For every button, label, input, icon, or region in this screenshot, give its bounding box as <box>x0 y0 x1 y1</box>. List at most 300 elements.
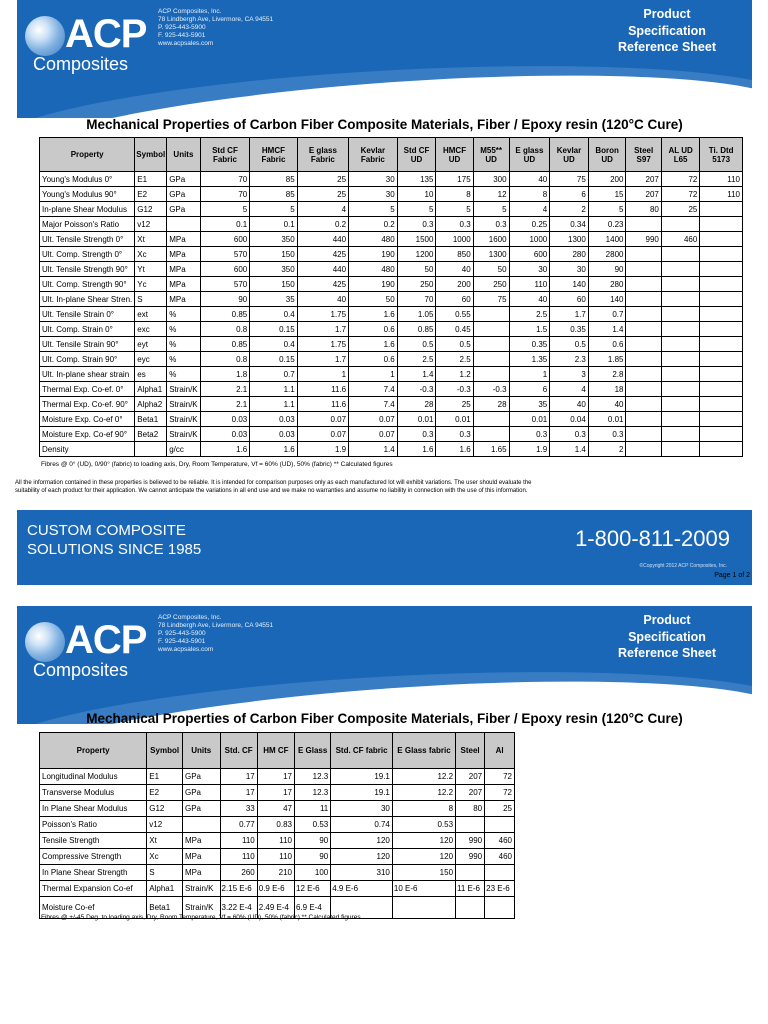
value-cell: 4 <box>297 202 348 217</box>
value-cell: 18 <box>588 382 626 397</box>
value-cell: 85 <box>250 187 297 202</box>
value-cell: E1 <box>147 769 183 785</box>
value-cell: % <box>167 352 200 367</box>
value-cell: 0.6 <box>349 322 398 337</box>
value-cell: Strain/K <box>167 397 200 412</box>
page-1-header <box>17 0 752 118</box>
value-cell: 12 E-6 <box>295 881 331 897</box>
table-row <box>40 397 743 412</box>
value-cell: 12.2 <box>392 769 455 785</box>
value-cell: 0.7 <box>588 307 626 322</box>
value-cell: Xt <box>135 232 167 247</box>
value-cell: 0.03 <box>250 412 297 427</box>
value-cell <box>626 382 661 397</box>
value-cell: MPa <box>167 262 200 277</box>
value-cell: 110 <box>220 849 257 865</box>
value-cell: 460 <box>661 232 699 247</box>
value-cell <box>700 292 743 307</box>
value-cell: 0.03 <box>200 427 250 442</box>
value-cell: 2.5 <box>436 352 473 367</box>
property-cell: Ult. Comp. Strength 0° <box>40 247 135 262</box>
property-cell: Ult. In-plane shear strain <box>40 367 135 382</box>
properties-table-1 <box>39 137 743 457</box>
column-header: Kevlar UD <box>550 138 589 172</box>
table-row <box>40 769 515 785</box>
value-cell: Strain/K <box>167 382 200 397</box>
value-cell <box>485 865 515 881</box>
value-cell: 0.3 <box>397 217 436 232</box>
value-cell <box>700 367 743 382</box>
value-cell: MPa <box>167 277 200 292</box>
logo-composites-text: Composites <box>33 54 129 74</box>
value-cell: 0.5 <box>436 337 473 352</box>
value-cell: 0.35 <box>550 322 589 337</box>
value-cell: 0.7 <box>250 367 297 382</box>
column-header: HMCF UD <box>436 138 473 172</box>
value-cell <box>700 322 743 337</box>
table-row <box>40 322 743 337</box>
value-cell: 175 <box>436 172 473 187</box>
value-cell: 190 <box>349 277 398 292</box>
value-cell: 35 <box>250 292 297 307</box>
value-cell: 0.15 <box>250 322 297 337</box>
value-cell: GPa <box>167 172 200 187</box>
property-cell: Thermal Exp. Co-ef. 0° <box>40 382 135 397</box>
property-cell: Longitudinal Modulus <box>40 769 147 785</box>
page-2 <box>17 606 752 1024</box>
value-cell <box>661 247 699 262</box>
value-cell: 0.45 <box>436 322 473 337</box>
value-cell: 600 <box>200 262 250 277</box>
column-header: E glass Fabric <box>297 138 348 172</box>
column-header: E glass UD <box>509 138 550 172</box>
value-cell: 150 <box>250 277 297 292</box>
value-cell <box>626 427 661 442</box>
value-cell: 460 <box>485 849 515 865</box>
value-cell: 1.05 <box>397 307 436 322</box>
value-cell <box>700 202 743 217</box>
logo-acp-text: ACP <box>65 618 147 662</box>
value-cell: 150 <box>250 247 297 262</box>
column-header: Units <box>167 138 200 172</box>
value-cell: Xc <box>135 247 167 262</box>
property-cell: Major Poisson's Ratio <box>40 217 135 232</box>
value-cell <box>626 307 661 322</box>
value-cell: 0.3 <box>550 427 589 442</box>
value-cell <box>626 352 661 367</box>
property-cell: Moisture Exp. Co-ef 0° <box>40 412 135 427</box>
value-cell: 6 <box>550 187 589 202</box>
value-cell: 5 <box>200 202 250 217</box>
table-row <box>40 337 743 352</box>
value-cell: Alpha1 <box>135 382 167 397</box>
value-cell: 0.77 <box>220 817 257 833</box>
page-1-title: Mechanical Properties of Carbon Fiber Composite Materials, Fiber / Epoxy resin (120°C Cure) <box>86 117 683 132</box>
value-cell: 0.6 <box>349 352 398 367</box>
value-cell: E1 <box>135 172 167 187</box>
value-cell: 0.25 <box>509 217 550 232</box>
value-cell: 30 <box>349 187 398 202</box>
value-cell: 0.07 <box>349 427 398 442</box>
disclaimer-text: All the information contained in these properties is believed to be reliable. It is intended for comparison purposes only as each manufactured lot will exhibit variations. The user should evaluate the suitability of each product for their application. We cannot anticipate the variations in all end use and we make no warranties and assume no liability in connection with the use of this information. <box>15 480 532 494</box>
value-cell: v12 <box>135 217 167 232</box>
value-cell: 1.9 <box>509 442 550 457</box>
value-cell: 0.83 <box>257 817 294 833</box>
value-cell: eyc <box>135 352 167 367</box>
value-cell: 1.6 <box>397 442 436 457</box>
table-row <box>40 865 515 881</box>
value-cell: 990 <box>456 849 485 865</box>
value-cell: 25 <box>485 801 515 817</box>
value-cell: 0.15 <box>250 352 297 367</box>
value-cell: 1 <box>509 367 550 382</box>
value-cell: 1.65 <box>473 442 509 457</box>
value-cell: -0.3 <box>397 382 436 397</box>
value-cell: 1.6 <box>436 442 473 457</box>
value-cell: S <box>135 292 167 307</box>
value-cell: Strain/K <box>167 427 200 442</box>
value-cell: 0.07 <box>297 412 348 427</box>
properties-table-2 <box>39 732 515 919</box>
value-cell: 207 <box>456 785 485 801</box>
value-cell: 850 <box>436 247 473 262</box>
value-cell: 15 <box>588 187 626 202</box>
value-cell: 4.9 E-6 <box>331 881 393 897</box>
value-cell <box>661 412 699 427</box>
value-cell: 60 <box>550 292 589 307</box>
value-cell <box>456 897 485 919</box>
table-row <box>40 262 743 277</box>
value-cell: Yc <box>135 277 167 292</box>
value-cell: 1500 <box>397 232 436 247</box>
value-cell: 250 <box>473 277 509 292</box>
value-cell: 17 <box>220 769 257 785</box>
value-cell: 1.85 <box>588 352 626 367</box>
value-cell: 0.07 <box>349 412 398 427</box>
value-cell <box>661 337 699 352</box>
value-cell <box>626 262 661 277</box>
value-cell: 135 <box>397 172 436 187</box>
copyright-text: ©Copyright 2012 ACP Composites, Inc. <box>639 563 727 569</box>
property-cell: Ult. Comp. Strain 0° <box>40 322 135 337</box>
value-cell: 120 <box>331 849 393 865</box>
table-row <box>40 217 743 232</box>
table-row <box>40 367 743 382</box>
value-cell: 90 <box>295 833 331 849</box>
value-cell: 0.03 <box>200 412 250 427</box>
value-cell: 0.3 <box>436 217 473 232</box>
value-cell: 30 <box>331 801 393 817</box>
value-cell: 30 <box>349 172 398 187</box>
value-cell: 207 <box>626 172 661 187</box>
value-cell: 40 <box>550 397 589 412</box>
value-cell: 1.75 <box>297 337 348 352</box>
value-cell: 0.9 E-6 <box>257 881 294 897</box>
property-cell: In Plane Shear Strength <box>40 865 147 881</box>
value-cell <box>661 397 699 412</box>
value-cell: 200 <box>436 277 473 292</box>
value-cell: 60 <box>436 292 473 307</box>
property-cell: Ult. Tensile Strain 0° <box>40 307 135 322</box>
value-cell <box>700 217 743 232</box>
value-cell: 2 <box>550 202 589 217</box>
sheet-title: Product Specification Reference Sheet <box>618 7 716 54</box>
value-cell: 12 <box>473 187 509 202</box>
value-cell: 1.4 <box>349 442 398 457</box>
column-header: AL UD L65 <box>661 138 699 172</box>
value-cell: 0.03 <box>250 427 297 442</box>
value-cell: 25 <box>297 172 348 187</box>
property-cell: Ult. In-plane Shear Stren. <box>40 292 135 307</box>
value-cell: 75 <box>550 172 589 187</box>
value-cell: 5 <box>349 202 398 217</box>
page-number: Page 1 of 2 <box>714 572 750 579</box>
value-cell: 280 <box>588 277 626 292</box>
column-header: Ti. Dtd 5173 <box>700 138 743 172</box>
value-cell: 4 <box>509 202 550 217</box>
value-cell <box>700 352 743 367</box>
property-cell: Poisson's Ratio <box>40 817 147 833</box>
value-cell <box>473 322 509 337</box>
value-cell: 40 <box>297 292 348 307</box>
value-cell: 2.3 <box>550 352 589 367</box>
table-row <box>40 801 515 817</box>
property-cell: Ult. Comp. Strain 90° <box>40 352 135 367</box>
value-cell <box>626 412 661 427</box>
value-cell: 350 <box>250 262 297 277</box>
value-cell: Xc <box>147 849 183 865</box>
value-cell: 19.1 <box>331 769 393 785</box>
value-cell: 1.6 <box>200 442 250 457</box>
value-cell: 80 <box>456 801 485 817</box>
value-cell <box>661 442 699 457</box>
value-cell: 0.23 <box>588 217 626 232</box>
value-cell <box>700 442 743 457</box>
value-cell: 0.01 <box>436 412 473 427</box>
value-cell: 250 <box>397 277 436 292</box>
value-cell: 25 <box>297 187 348 202</box>
column-header: E Glass fabric <box>392 733 455 769</box>
value-cell: 11 <box>295 801 331 817</box>
value-cell: 0.04 <box>550 412 589 427</box>
value-cell: exc <box>135 322 167 337</box>
value-cell <box>626 442 661 457</box>
value-cell: % <box>167 337 200 352</box>
value-cell <box>661 292 699 307</box>
logo-composites-text: Composites <box>33 660 129 680</box>
value-cell: 1.5 <box>509 322 550 337</box>
value-cell: E2 <box>135 187 167 202</box>
value-cell: ext <box>135 307 167 322</box>
table-row <box>40 172 743 187</box>
logo-acp-text: ACP <box>65 12 147 56</box>
value-cell: 2.15 E-6 <box>220 881 257 897</box>
value-cell: 0.1 <box>200 217 250 232</box>
value-cell: Strain/K <box>167 412 200 427</box>
contact-banner <box>17 510 752 585</box>
table-row <box>40 427 743 442</box>
value-cell <box>661 427 699 442</box>
value-cell: 90 <box>588 262 626 277</box>
value-cell: 72 <box>485 769 515 785</box>
page-2-header <box>17 606 752 724</box>
value-cell: 1.75 <box>297 307 348 322</box>
property-cell: Tensile Strength <box>40 833 147 849</box>
value-cell: 110 <box>509 277 550 292</box>
globe-icon <box>25 16 65 56</box>
value-cell: 1.4 <box>550 442 589 457</box>
table-row <box>40 307 743 322</box>
value-cell: E2 <box>147 785 183 801</box>
column-header: Symbol <box>135 138 167 172</box>
value-cell: 260 <box>220 865 257 881</box>
value-cell: 350 <box>250 232 297 247</box>
value-cell: -0.3 <box>473 382 509 397</box>
value-cell: MPa <box>183 849 221 865</box>
value-cell: 600 <box>509 247 550 262</box>
table-row <box>40 833 515 849</box>
value-cell: 10 E-6 <box>392 881 455 897</box>
table-row <box>40 881 515 897</box>
value-cell: % <box>167 307 200 322</box>
value-cell <box>473 412 509 427</box>
value-cell <box>661 277 699 292</box>
value-cell: 50 <box>397 262 436 277</box>
value-cell: GPa <box>183 785 221 801</box>
value-cell: 0.01 <box>509 412 550 427</box>
value-cell: 207 <box>626 187 661 202</box>
value-cell: 0.8 <box>200 322 250 337</box>
value-cell: 0.74 <box>331 817 393 833</box>
value-cell: 50 <box>473 262 509 277</box>
value-cell: 0.5 <box>550 337 589 352</box>
value-cell: 12.2 <box>392 785 455 801</box>
value-cell: 600 <box>200 232 250 247</box>
value-cell: 120 <box>331 833 393 849</box>
property-cell: Compressive Strength <box>40 849 147 865</box>
value-cell: 23 E-6 <box>485 881 515 897</box>
value-cell <box>700 232 743 247</box>
property-cell: In Plane Shear Modulus <box>40 801 147 817</box>
value-cell: 90 <box>295 849 331 865</box>
value-cell: 140 <box>550 277 589 292</box>
value-cell: 1.7 <box>550 307 589 322</box>
value-cell: 25 <box>436 397 473 412</box>
table-row <box>40 352 743 367</box>
value-cell: 72 <box>661 172 699 187</box>
value-cell: Strain/K <box>183 881 221 897</box>
column-header: E Glass <box>295 733 331 769</box>
value-cell <box>485 817 515 833</box>
property-cell: Density <box>40 442 135 457</box>
phone-number[interactable]: 1-800-811-2009 <box>575 526 730 551</box>
value-cell: % <box>167 322 200 337</box>
value-cell: 1.6 <box>349 307 398 322</box>
value-cell: 110 <box>220 833 257 849</box>
column-header: Kevlar Fabric <box>349 138 398 172</box>
value-cell <box>626 397 661 412</box>
value-cell: Beta1 <box>135 412 167 427</box>
banner-line-2: SOLUTIONS SINCE 1985 <box>27 541 202 558</box>
table-row <box>40 232 743 247</box>
sheet-title-2: Product Specification Reference Sheet <box>618 613 716 660</box>
value-cell: 47 <box>257 801 294 817</box>
value-cell: 70 <box>397 292 436 307</box>
value-cell: 75 <box>473 292 509 307</box>
value-cell: 0.3 <box>588 427 626 442</box>
value-cell: % <box>167 367 200 382</box>
value-cell: 1.8 <box>200 367 250 382</box>
value-cell: 110 <box>257 849 294 865</box>
property-cell: Ult. Tensile Strain 90° <box>40 337 135 352</box>
value-cell <box>661 262 699 277</box>
company-logo <box>25 14 165 74</box>
column-header: Steel S97 <box>626 138 661 172</box>
value-cell: 0.4 <box>250 307 297 322</box>
value-cell: 480 <box>349 232 398 247</box>
value-cell: 0.3 <box>473 217 509 232</box>
value-cell: 570 <box>200 277 250 292</box>
value-cell: 8 <box>509 187 550 202</box>
value-cell: MPa <box>167 292 200 307</box>
value-cell: 210 <box>257 865 294 881</box>
value-cell: 1.1 <box>250 382 297 397</box>
value-cell: 0.53 <box>295 817 331 833</box>
value-cell: 5 <box>588 202 626 217</box>
value-cell: 17 <box>257 769 294 785</box>
value-cell <box>661 382 699 397</box>
table-row <box>40 202 743 217</box>
value-cell: 1.35 <box>509 352 550 367</box>
value-cell <box>700 427 743 442</box>
value-cell: 11.6 <box>297 397 348 412</box>
value-cell: 28 <box>397 397 436 412</box>
value-cell <box>626 217 661 232</box>
value-cell: MPa <box>183 833 221 849</box>
value-cell: 7.4 <box>349 397 398 412</box>
globe-icon <box>25 622 65 662</box>
value-cell: 1.2 <box>436 367 473 382</box>
value-cell: 70 <box>200 187 250 202</box>
value-cell: 280 <box>550 247 589 262</box>
value-cell: 0.4 <box>250 337 297 352</box>
value-cell: 1 <box>297 367 348 382</box>
value-cell: 17 <box>220 785 257 801</box>
value-cell: 33 <box>220 801 257 817</box>
value-cell: 570 <box>200 247 250 262</box>
value-cell <box>626 292 661 307</box>
value-cell: 40 <box>588 397 626 412</box>
value-cell: 0.1 <box>250 217 297 232</box>
value-cell: GPa <box>167 187 200 202</box>
company-logo-2 <box>25 620 165 680</box>
value-cell: 0.55 <box>436 307 473 322</box>
value-cell: 460 <box>485 833 515 849</box>
value-cell <box>700 412 743 427</box>
value-cell: 1.1 <box>250 397 297 412</box>
value-cell: 0.34 <box>550 217 589 232</box>
value-cell: 17 <box>257 785 294 801</box>
value-cell: 1.4 <box>397 367 436 382</box>
value-cell: Xt <box>147 833 183 849</box>
value-cell <box>456 865 485 881</box>
value-cell: 30 <box>509 262 550 277</box>
value-cell <box>700 247 743 262</box>
value-cell: 1400 <box>588 232 626 247</box>
property-cell: Moisture Exp. Co-ef 90° <box>40 427 135 442</box>
property-cell: Ult. Tensile Strength 90° <box>40 262 135 277</box>
value-cell: G12 <box>147 801 183 817</box>
